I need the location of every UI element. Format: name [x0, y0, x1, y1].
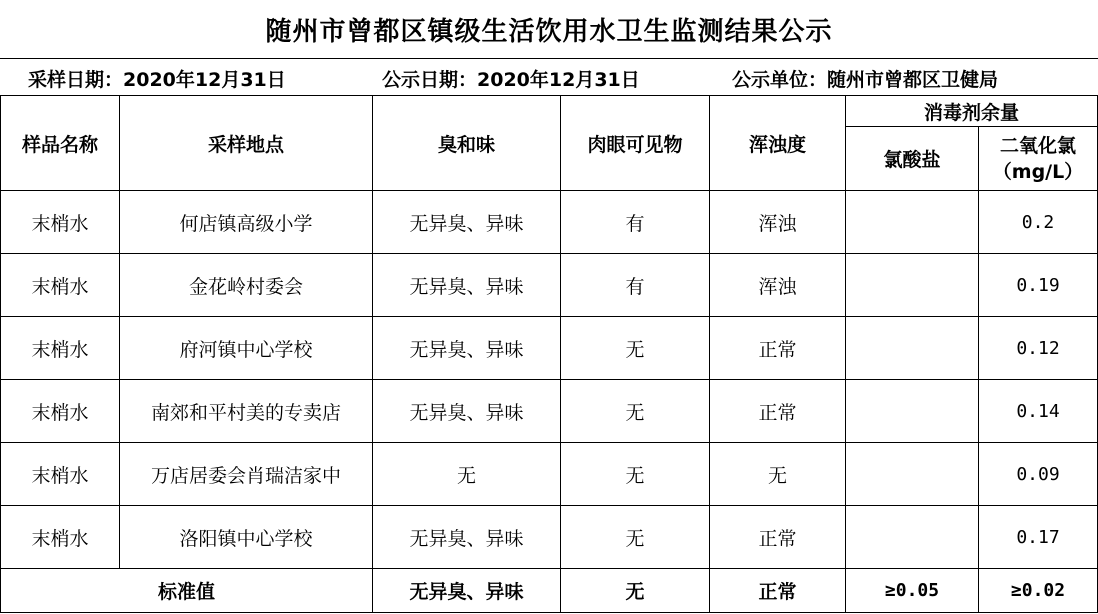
standard-chlorate: ≥0.05	[846, 569, 979, 613]
cell-chlorine-dioxide: 0.14	[979, 380, 1098, 443]
table-header-row	[1, 96, 1098, 127]
title-divider	[0, 58, 1098, 59]
cell-visible: 无	[561, 380, 710, 443]
header-visible: 肉眼可见物	[561, 96, 710, 191]
publish-date: 公示日期：2020年12月31日	[382, 68, 640, 91]
standard-odor: 无异臭、异味	[373, 569, 561, 613]
cell-chlorine-dioxide: 0.2	[979, 191, 1098, 254]
standard-row	[1, 569, 1098, 613]
table-row	[1, 191, 1098, 254]
header-unit: （mg/L）	[992, 160, 1084, 183]
header-turbidity: 浑浊度	[710, 96, 846, 191]
cell-turbidity: 正常	[710, 506, 846, 569]
cell-location: 万店居委会肖瑞洁家中	[120, 443, 373, 506]
cell-sample-name: 末梢水	[1, 506, 120, 569]
table-row	[1, 317, 1098, 380]
cell-chlorine-dioxide: 0.12	[979, 317, 1098, 380]
cell-turbidity: 浑浊	[710, 254, 846, 317]
cell-location: 金花岭村委会	[120, 254, 373, 317]
cell-visible: 无	[561, 443, 710, 506]
cell-visible: 无	[561, 317, 710, 380]
cell-chlorate	[846, 317, 979, 380]
cell-turbidity: 正常	[710, 380, 846, 443]
header-sample-name: 样品名称	[1, 96, 120, 191]
cell-odor: 无异臭、异味	[373, 380, 561, 443]
cell-chlorine-dioxide: 0.19	[979, 254, 1098, 317]
standard-label: 标准值	[1, 569, 373, 613]
header-chlorine-dioxide-label: 二氧化氯	[1000, 134, 1077, 157]
cell-visible: 有	[561, 254, 710, 317]
header-chlorate: 氯酸盐	[846, 127, 979, 191]
cell-odor: 无	[373, 443, 561, 506]
cell-chlorate	[846, 380, 979, 443]
cell-sample-name: 末梢水	[1, 254, 120, 317]
header-chlorine-dioxide	[979, 127, 1098, 191]
publisher: 公示单位：随州市曾都区卫健局	[732, 68, 999, 91]
table-row	[1, 254, 1098, 317]
cell-chlorine-dioxide: 0.09	[979, 443, 1098, 506]
cell-location: 何店镇高级小学	[120, 191, 373, 254]
cell-turbidity: 浑浊	[710, 191, 846, 254]
standard-chlorine-dioxide: ≥0.02	[979, 569, 1098, 613]
sample-date: 采样日期：2020年12月31日	[28, 68, 286, 91]
cell-chlorine-dioxide: 0.17	[979, 506, 1098, 569]
cell-turbidity: 正常	[710, 317, 846, 380]
cell-sample-name: 末梢水	[1, 380, 120, 443]
page-title: 随州市曾都区镇级生活饮用水卫生监测结果公示	[265, 16, 833, 47]
results-table	[0, 95, 1098, 613]
header-location: 采样地点	[120, 96, 373, 191]
table-row	[1, 380, 1098, 443]
cell-chlorate	[846, 254, 979, 317]
cell-location: 洛阳镇中心学校	[120, 506, 373, 569]
cell-odor: 无异臭、异味	[373, 506, 561, 569]
header-disinfectant: 消毒剂余量	[846, 96, 1098, 127]
cell-sample-name: 末梢水	[1, 317, 120, 380]
cell-odor: 无异臭、异味	[373, 254, 561, 317]
cell-sample-name: 末梢水	[1, 191, 120, 254]
cell-odor: 无异臭、异味	[373, 317, 561, 380]
cell-odor: 无异臭、异味	[373, 191, 561, 254]
cell-visible: 无	[561, 506, 710, 569]
table-row	[1, 443, 1098, 506]
cell-visible: 有	[561, 191, 710, 254]
cell-chlorate	[846, 506, 979, 569]
table-row	[1, 506, 1098, 569]
standard-visible: 无	[561, 569, 710, 613]
standard-turbidity: 正常	[710, 569, 846, 613]
cell-chlorate	[846, 191, 979, 254]
cell-chlorate	[846, 443, 979, 506]
cell-sample-name: 末梢水	[1, 443, 120, 506]
cell-location: 南郊和平村美的专卖店	[120, 380, 373, 443]
header-odor: 臭和味	[373, 96, 561, 191]
cell-location: 府河镇中心学校	[120, 317, 373, 380]
cell-turbidity: 无	[710, 443, 846, 506]
